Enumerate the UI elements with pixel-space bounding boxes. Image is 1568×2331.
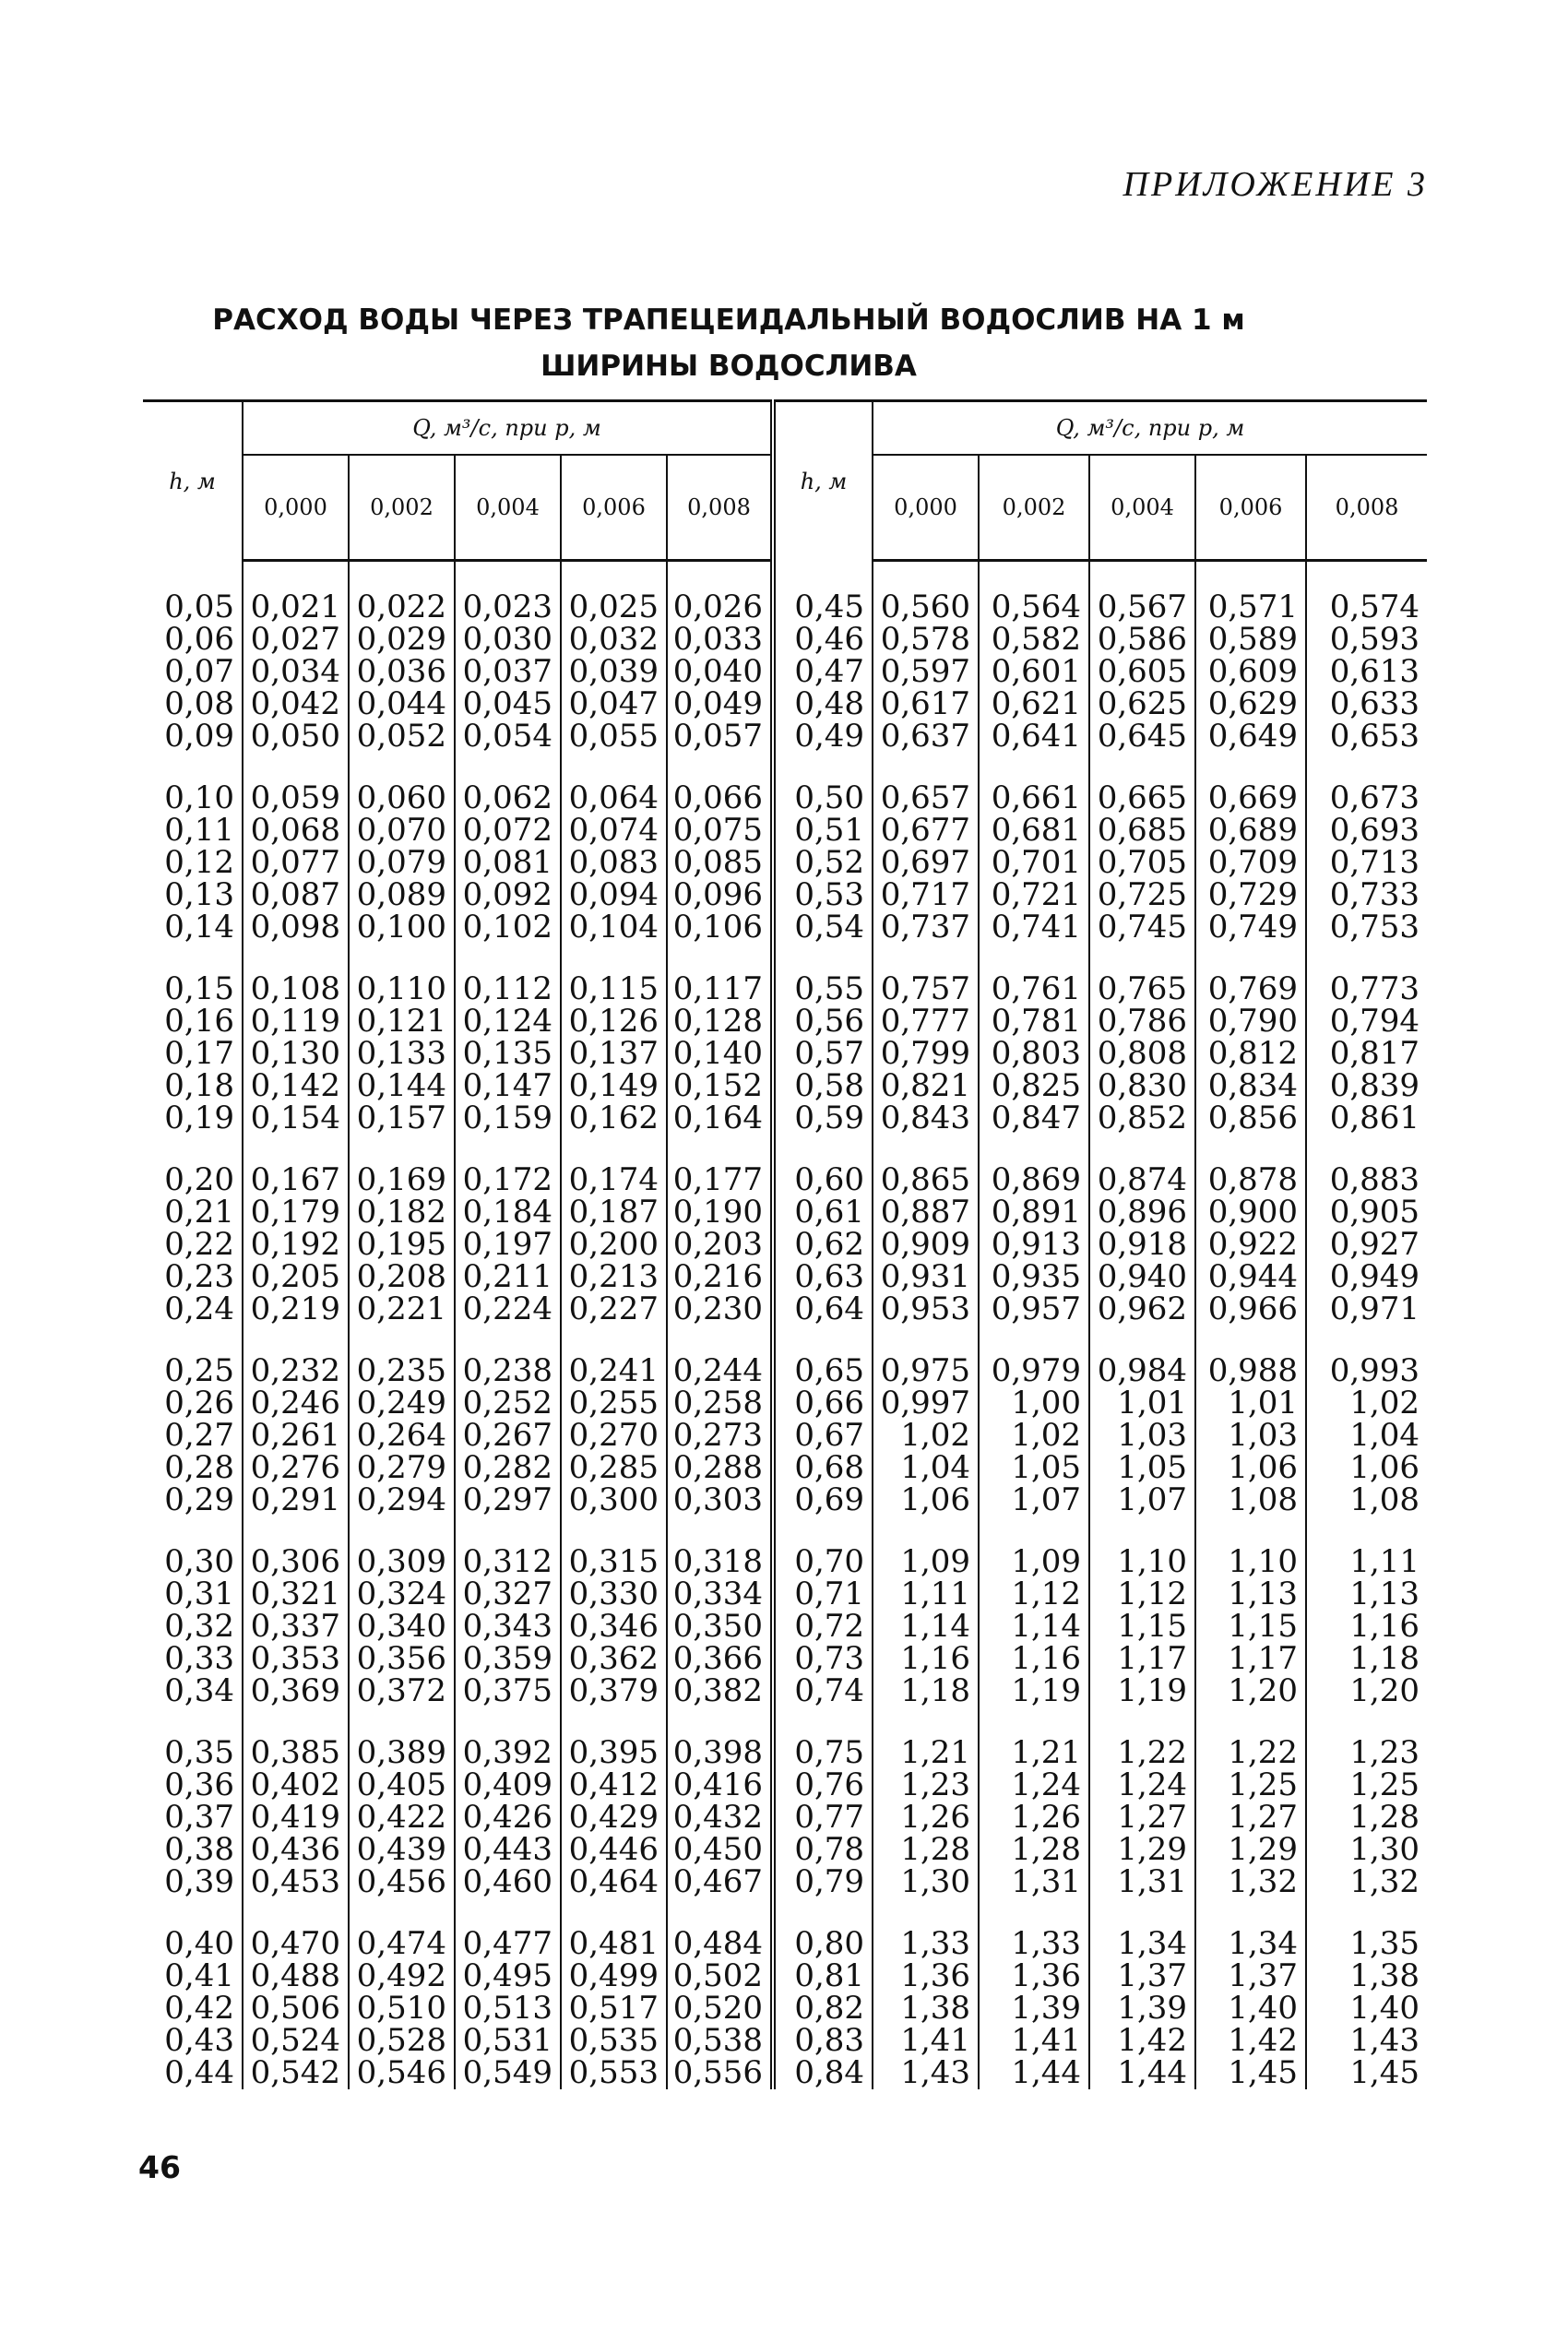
h-cell-right-values: 0,65 0,66 0,67 0,68 0,69 <box>794 1352 865 1518</box>
q-cell-right <box>979 1543 1089 1709</box>
discharge-table <box>143 399 1427 2089</box>
q-cell-right-values: 0,567 0,586 0,605 0,625 0,645 <box>1097 589 1188 755</box>
q-cell-left <box>455 1734 561 1900</box>
p-header: 0,008 <box>1306 455 1427 561</box>
q-cell-right-values: 0,574 0,593 0,613 0,633 0,653 <box>1329 589 1420 755</box>
q-cell-right <box>1195 1925 1306 2091</box>
q-cell-right-values: 0,993 1,02 1,04 1,06 1,08 <box>1329 1352 1420 1518</box>
q-cell-right <box>1089 1925 1195 2091</box>
q-cell-right <box>979 591 1089 753</box>
q-cell-left <box>561 970 667 1136</box>
q-cell-left <box>243 1734 349 1900</box>
q-cell-left-values: 0,238 0,252 0,267 0,282 0,297 <box>462 1352 552 1518</box>
q-cell-right <box>979 1925 1089 2091</box>
q-cell-right <box>1306 1543 1427 1709</box>
q-cell-right-values: 0,761 0,781 0,803 0,825 0,847 <box>991 970 1082 1136</box>
q-cell-right-values: 1,10 1,13 1,15 1,17 1,20 <box>1228 1543 1299 1709</box>
q-cell-right <box>1306 1161 1427 1327</box>
h-cell-right <box>773 1161 873 1327</box>
q-cell-right-values: 0,757 0,777 0,799 0,821 0,843 <box>880 970 971 1136</box>
block-spacer <box>143 944 1427 973</box>
q-cell-left-values: 0,169 0,182 0,195 0,208 0,221 <box>356 1161 446 1327</box>
q-cell-right <box>1089 1543 1195 1709</box>
q-cell-right <box>1089 779 1195 945</box>
q-cell-left-values: 0,470 0,488 0,506 0,524 0,542 <box>250 1925 340 2091</box>
table-title-line-1: РАСХОД ВОДЫ ЧЕРЕЗ ТРАПЕЦЕИДАЛЬНЫЙ ВОДОСЛИВ НА 1 м <box>212 303 1245 337</box>
q-cell-left <box>667 970 773 1136</box>
h-cell-left <box>143 1161 243 1327</box>
q-cell-left-values: 0,395 0,412 0,429 0,446 0,464 <box>568 1734 659 1900</box>
q-cell-right-values: 0,984 1,01 1,03 1,05 1,07 <box>1097 1352 1188 1518</box>
h-cell-left <box>143 591 243 753</box>
q-cell-right-values: 1,10 1,12 1,15 1,17 1,19 <box>1117 1543 1188 1709</box>
q-group-header-right: Q, м³/с, при p, м <box>873 401 1427 456</box>
h-cell-left <box>143 1543 243 1709</box>
h-cell-left-values: 0,30 0,31 0,32 0,33 0,34 <box>164 1543 234 1709</box>
q-cell-left <box>349 591 455 753</box>
q-cell-left <box>667 1543 773 1709</box>
h-cell-left-values: 0,20 0,21 0,22 0,23 0,24 <box>164 1161 234 1327</box>
h-cell-right <box>773 779 873 945</box>
h-cell-left-values: 0,10 0,11 0,12 0,13 0,14 <box>164 779 234 945</box>
q-cell-left <box>349 1352 455 1518</box>
q-cell-left <box>561 779 667 945</box>
q-cell-left <box>243 1161 349 1327</box>
q-cell-left <box>561 1543 667 1709</box>
q-cell-left-values: 0,115 0,126 0,137 0,149 0,162 <box>568 970 659 1136</box>
q-cell-left-values: 0,177 0,190 0,203 0,216 0,230 <box>672 1161 764 1327</box>
table-title <box>148 297 1310 389</box>
q-cell-right <box>1195 591 1306 753</box>
q-cell-right-values: 1,22 1,24 1,27 1,29 1,31 <box>1117 1734 1188 1900</box>
q-cell-left-values: 0,060 0,070 0,079 0,089 0,100 <box>356 779 446 945</box>
q-cell-right <box>1089 591 1195 753</box>
block-spacer <box>143 1707 1427 1737</box>
q-cell-left <box>243 970 349 1136</box>
q-cell-right-values: 1,21 1,24 1,26 1,28 1,31 <box>1011 1734 1082 1900</box>
q-cell-left-values: 0,108 0,119 0,130 0,142 0,154 <box>250 970 340 1136</box>
h-cell-left-values: 0,35 0,36 0,37 0,38 0,39 <box>164 1734 234 1900</box>
q-cell-left-values: 0,312 0,327 0,343 0,359 0,375 <box>462 1543 552 1709</box>
q-cell-right <box>1089 970 1195 1136</box>
h-cell-left-values: 0,40 0,41 0,42 0,43 0,44 <box>164 1925 234 2091</box>
block-spacer <box>143 561 1427 592</box>
q-cell-left-values: 0,110 0,121 0,133 0,144 0,157 <box>356 970 446 1136</box>
q-cell-right-values: 0,673 0,693 0,713 0,733 0,753 <box>1329 779 1420 945</box>
q-cell-left <box>667 1734 773 1900</box>
table-row-block <box>143 782 1427 944</box>
q-cell-left-values: 0,021 0,027 0,034 0,042 0,050 <box>250 589 340 755</box>
h-cell-right-values: 0,70 0,71 0,72 0,73 0,74 <box>794 1543 865 1709</box>
block-spacer <box>143 1516 1427 1546</box>
q-cell-right-values: 0,975 0,997 1,02 1,04 1,06 <box>880 1352 971 1518</box>
q-cell-right <box>1089 1352 1195 1518</box>
q-cell-left <box>667 779 773 945</box>
h-cell-right <box>773 591 873 753</box>
q-cell-right-values: 1,33 1,36 1,38 1,41 1,43 <box>900 1925 971 2091</box>
appendix-label: ПРИЛОЖЕНИЕ 3 <box>1123 165 1428 204</box>
q-cell-left <box>349 1734 455 1900</box>
q-cell-left-values: 0,059 0,068 0,077 0,087 0,098 <box>250 779 340 945</box>
q-cell-right <box>873 1543 979 1709</box>
q-cell-right-values: 0,865 0,887 0,909 0,931 0,953 <box>880 1161 971 1327</box>
table-body <box>143 561 1427 2090</box>
q-cell-left-values: 0,481 0,499 0,517 0,535 0,553 <box>568 1925 659 2091</box>
q-cell-right-values: 0,769 0,790 0,812 0,834 0,856 <box>1207 970 1299 1136</box>
h-cell-left <box>143 1925 243 2091</box>
q-cell-left-values: 0,389 0,405 0,422 0,439 0,456 <box>356 1734 446 1900</box>
q-cell-right <box>873 1161 979 1327</box>
h-column-header-left: h, м <box>143 401 243 561</box>
table-row-block <box>143 1546 1427 1707</box>
q-cell-right-values: 0,765 0,786 0,808 0,830 0,852 <box>1097 970 1188 1136</box>
q-cell-right <box>873 1925 979 2091</box>
q-cell-right-values: 1,34 1,37 1,40 1,42 1,45 <box>1228 1925 1299 2091</box>
q-cell-left-values: 0,235 0,249 0,264 0,279 0,294 <box>356 1352 446 1518</box>
block-spacer <box>143 1326 1427 1355</box>
q-cell-right <box>1195 1543 1306 1709</box>
q-cell-right-values: 1,34 1,37 1,39 1,42 1,44 <box>1117 1925 1188 2091</box>
q-cell-left-values: 0,023 0,030 0,037 0,045 0,054 <box>462 589 552 755</box>
q-cell-left-values: 0,484 0,502 0,520 0,538 0,556 <box>672 1925 764 2091</box>
q-cell-left <box>667 1161 773 1327</box>
q-cell-left <box>349 970 455 1136</box>
q-cell-right-values: 1,09 1,11 1,14 1,16 1,18 <box>900 1543 971 1709</box>
p-header: 0,002 <box>349 455 455 561</box>
q-cell-right <box>873 970 979 1136</box>
block-spacer <box>143 1135 1427 1164</box>
p-header: 0,000 <box>243 455 349 561</box>
q-cell-left-values: 0,174 0,187 0,200 0,213 0,227 <box>568 1161 659 1327</box>
q-cell-left <box>243 779 349 945</box>
q-cell-right-values: 0,979 1,00 1,02 1,05 1,07 <box>991 1352 1082 1518</box>
q-cell-right <box>979 779 1089 945</box>
h-cell-right <box>773 970 873 1136</box>
q-cell-left <box>455 970 561 1136</box>
q-cell-left <box>561 1925 667 2091</box>
q-cell-right-values: 0,669 0,689 0,709 0,729 0,749 <box>1207 779 1299 945</box>
q-cell-right <box>1306 1734 1427 1900</box>
h-column-header-right: h, м <box>773 401 873 561</box>
table-row-block <box>143 1928 1427 2089</box>
q-cell-right <box>979 970 1089 1136</box>
q-cell-right-values: 1,23 1,25 1,28 1,30 1,32 <box>1349 1734 1420 1900</box>
h-cell-right <box>773 1925 873 2091</box>
q-cell-right <box>1195 779 1306 945</box>
q-cell-left <box>455 1543 561 1709</box>
q-cell-right-values: 0,773 0,794 0,817 0,839 0,861 <box>1329 970 1420 1136</box>
q-cell-right-values: 1,35 1,38 1,40 1,43 1,45 <box>1349 1925 1420 2091</box>
h-cell-right <box>773 1734 873 1900</box>
q-cell-right-values: 0,661 0,681 0,701 0,721 0,741 <box>991 779 1082 945</box>
table-title-line-2: ШИРИНЫ ВОДОСЛИВА <box>540 350 917 383</box>
h-cell-right-values: 0,45 0,46 0,47 0,48 0,49 <box>794 589 865 755</box>
h-cell-left-values: 0,25 0,26 0,27 0,28 0,29 <box>164 1352 234 1518</box>
q-cell-left-values: 0,025 0,032 0,039 0,047 0,055 <box>568 589 659 755</box>
q-cell-right <box>1195 970 1306 1136</box>
q-cell-left-values: 0,112 0,124 0,135 0,147 0,159 <box>462 970 552 1136</box>
h-cell-right-values: 0,60 0,61 0,62 0,63 0,64 <box>794 1161 865 1327</box>
q-cell-left <box>455 1352 561 1518</box>
q-cell-left <box>349 779 455 945</box>
q-cell-right-values: 0,874 0,896 0,918 0,940 0,962 <box>1097 1161 1188 1327</box>
q-cell-left-values: 0,026 0,033 0,040 0,049 0,057 <box>672 589 764 755</box>
q-cell-left <box>243 1352 349 1518</box>
q-cell-left-values: 0,398 0,416 0,432 0,450 0,467 <box>672 1734 764 1900</box>
q-cell-left <box>561 1161 667 1327</box>
q-cell-left-values: 0,385 0,402 0,419 0,436 0,453 <box>250 1734 340 1900</box>
q-cell-right <box>873 779 979 945</box>
q-cell-right <box>1195 1734 1306 1900</box>
h-cell-right-values: 0,80 0,81 0,82 0,83 0,84 <box>794 1925 865 2091</box>
q-cell-left-values: 0,315 0,330 0,346 0,362 0,379 <box>568 1543 659 1709</box>
q-cell-left <box>455 1925 561 2091</box>
q-cell-left-values: 0,172 0,184 0,197 0,211 0,224 <box>462 1161 552 1327</box>
q-cell-right-values: 0,560 0,578 0,597 0,617 0,637 <box>880 589 971 755</box>
q-cell-right-values: 1,09 1,12 1,14 1,16 1,19 <box>1011 1543 1082 1709</box>
p-header: 0,004 <box>455 455 561 561</box>
q-cell-left <box>455 591 561 753</box>
h-cell-left <box>143 1352 243 1518</box>
q-cell-right-values: 0,657 0,677 0,697 0,717 0,737 <box>880 779 971 945</box>
q-cell-right-values: 1,21 1,23 1,26 1,28 1,30 <box>900 1734 971 1900</box>
q-cell-right <box>979 1734 1089 1900</box>
p-header: 0,006 <box>1195 455 1306 561</box>
h-cell-right <box>773 1352 873 1518</box>
q-cell-left-values: 0,474 0,492 0,510 0,528 0,546 <box>356 1925 446 2091</box>
q-cell-left <box>243 591 349 753</box>
p-header: 0,006 <box>561 455 667 561</box>
q-cell-right <box>873 591 979 753</box>
p-header: 0,000 <box>873 455 979 561</box>
q-cell-right-values: 0,883 0,905 0,927 0,949 0,971 <box>1329 1161 1420 1327</box>
q-cell-right <box>1089 1161 1195 1327</box>
q-cell-left-values: 0,167 0,179 0,192 0,205 0,219 <box>250 1161 340 1327</box>
q-cell-left-values: 0,062 0,072 0,081 0,092 0,102 <box>462 779 552 945</box>
h-cell-left <box>143 1734 243 1900</box>
q-cell-right <box>1306 591 1427 753</box>
q-cell-left-values: 0,318 0,334 0,350 0,366 0,382 <box>672 1543 764 1709</box>
table-row-block <box>143 1355 1427 1516</box>
block-spacer <box>143 753 1427 782</box>
table-row-block <box>143 1737 1427 1898</box>
q-cell-right <box>1195 1352 1306 1518</box>
h-cell-left <box>143 779 243 945</box>
q-cell-left-values: 0,306 0,321 0,337 0,353 0,369 <box>250 1543 340 1709</box>
q-cell-left <box>349 1925 455 2091</box>
h-cell-right <box>773 1543 873 1709</box>
q-cell-left <box>667 1925 773 2091</box>
h-cell-left-values: 0,15 0,16 0,17 0,18 0,19 <box>164 970 234 1136</box>
q-cell-left-values: 0,117 0,128 0,140 0,152 0,164 <box>672 970 764 1136</box>
q-cell-left-values: 0,241 0,255 0,270 0,285 0,300 <box>568 1352 659 1518</box>
q-cell-right <box>1306 1352 1427 1518</box>
q-cell-left <box>561 1352 667 1518</box>
q-cell-left-values: 0,064 0,074 0,083 0,094 0,104 <box>568 779 659 945</box>
q-cell-left-values: 0,066 0,075 0,085 0,096 0,106 <box>672 779 764 945</box>
q-cell-left-values: 0,392 0,409 0,426 0,443 0,460 <box>462 1734 552 1900</box>
q-cell-right <box>873 1734 979 1900</box>
q-cell-left-values: 0,232 0,246 0,261 0,276 0,291 <box>250 1352 340 1518</box>
q-cell-left <box>349 1161 455 1327</box>
p-header: 0,002 <box>979 455 1089 561</box>
q-cell-right-values: 0,988 1,01 1,03 1,06 1,08 <box>1207 1352 1299 1518</box>
q-cell-right-values: 0,571 0,589 0,609 0,629 0,649 <box>1207 589 1299 755</box>
q-cell-right-values: 0,564 0,582 0,601 0,621 0,641 <box>991 589 1082 755</box>
q-cell-right <box>1195 1161 1306 1327</box>
q-cell-left-values: 0,477 0,495 0,513 0,531 0,549 <box>462 1925 552 2091</box>
q-cell-left <box>243 1543 349 1709</box>
q-cell-right <box>979 1352 1089 1518</box>
q-cell-right-values: 0,878 0,900 0,922 0,944 0,966 <box>1207 1161 1299 1327</box>
q-cell-left <box>667 591 773 753</box>
q-cell-right <box>1089 1734 1195 1900</box>
q-cell-right <box>979 1161 1089 1327</box>
h-cell-right-values: 0,55 0,56 0,57 0,58 0,59 <box>794 970 865 1136</box>
q-cell-right-values: 0,869 0,891 0,913 0,935 0,957 <box>991 1161 1082 1327</box>
table-row-block <box>143 973 1427 1135</box>
q-cell-right-values: 0,665 0,685 0,705 0,725 0,745 <box>1097 779 1188 945</box>
q-cell-right-values: 1,22 1,25 1,27 1,29 1,32 <box>1228 1734 1299 1900</box>
q-cell-right-values: 1,33 1,36 1,39 1,41 1,44 <box>1011 1925 1082 2091</box>
q-cell-left <box>561 1734 667 1900</box>
table-row-block <box>143 1164 1427 1326</box>
h-cell-left-values: 0,05 0,06 0,07 0,08 0,09 <box>164 589 234 755</box>
q-cell-left <box>561 591 667 753</box>
block-spacer <box>143 1898 1427 1928</box>
h-cell-left <box>143 970 243 1136</box>
q-cell-right <box>1306 1925 1427 2091</box>
q-cell-right <box>1306 970 1427 1136</box>
h-cell-right-values: 0,75 0,76 0,77 0,78 0,79 <box>794 1734 865 1900</box>
q-cell-left-values: 0,309 0,324 0,340 0,356 0,372 <box>356 1543 446 1709</box>
q-cell-right <box>873 1352 979 1518</box>
h-cell-right-values: 0,50 0,51 0,52 0,53 0,54 <box>794 779 865 945</box>
q-cell-left <box>455 1161 561 1327</box>
table-row-block <box>143 591 1427 753</box>
q-cell-left-values: 0,022 0,029 0,036 0,044 0,052 <box>356 589 446 755</box>
q-cell-right <box>1306 779 1427 945</box>
q-cell-left <box>243 1925 349 2091</box>
q-group-header-left: Q, м³/с, при p, м <box>243 401 773 456</box>
q-cell-left <box>667 1352 773 1518</box>
p-header: 0,008 <box>667 455 773 561</box>
q-cell-left-values: 0,244 0,258 0,273 0,288 0,303 <box>672 1352 764 1518</box>
q-cell-left <box>455 779 561 945</box>
q-cell-right-values: 1,11 1,13 1,16 1,18 1,20 <box>1349 1543 1420 1709</box>
page-number: 46 <box>138 2149 181 2185</box>
p-header: 0,004 <box>1089 455 1195 561</box>
q-cell-left <box>349 1543 455 1709</box>
